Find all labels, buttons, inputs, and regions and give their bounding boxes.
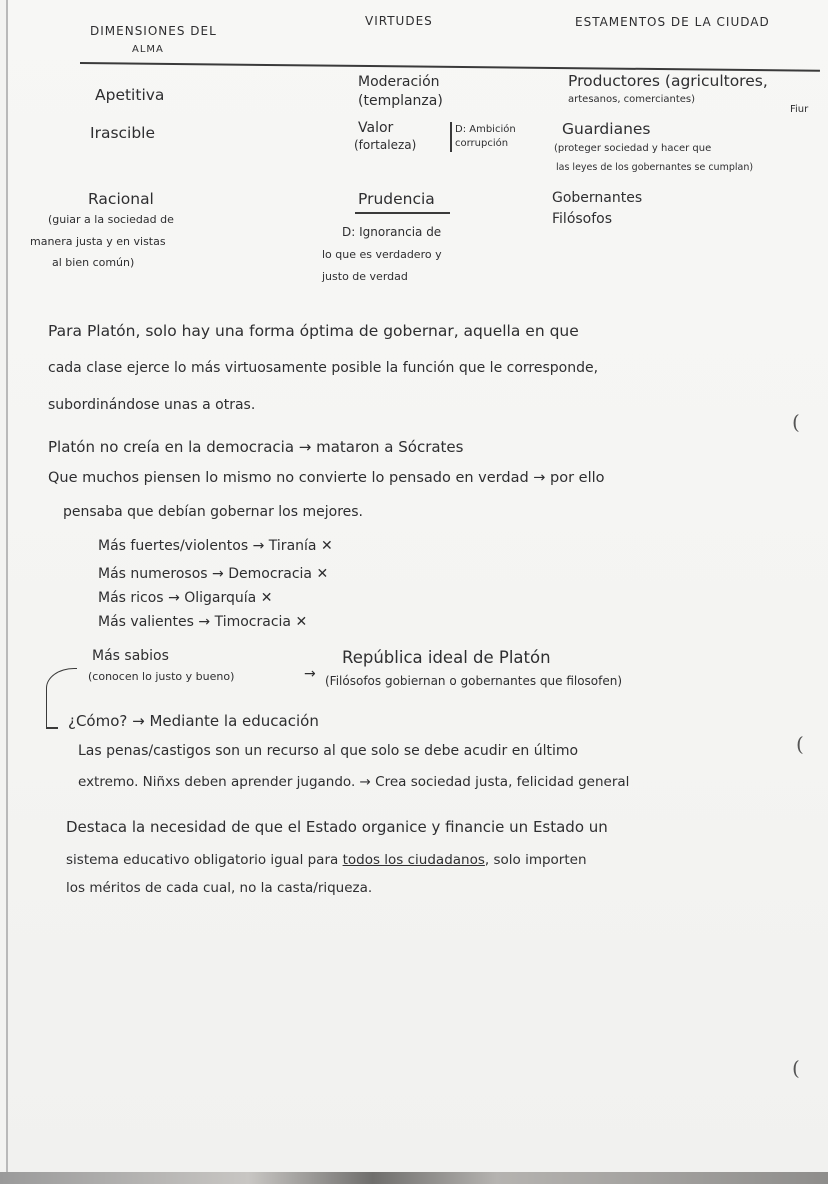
como-line: ¿Cómo? → Mediante la educación bbox=[68, 712, 319, 730]
margin-mark: ( bbox=[792, 1056, 800, 1080]
paragraph-4-line-1: Destaca la necesidad de que el Estado organice y financie un Estado un bbox=[66, 818, 608, 836]
government-item-oligarquia: Más ricos → Oligarquía ✕ bbox=[98, 590, 273, 606]
emphasized-text: todos los ciudadanos bbox=[342, 852, 485, 868]
virtud-moderacion: Moderación bbox=[358, 74, 440, 90]
government-item-timocracia: Más valientes → Timocracia ✕ bbox=[98, 614, 308, 630]
virtud-templanza: (templanza) bbox=[358, 93, 443, 109]
paragraph-1-line-2: cada clase ejerce lo más virtuosamente posible la función que le corresponde, bbox=[48, 360, 599, 376]
defecto-ignorancia-2: lo que es verdadero y bbox=[322, 248, 442, 261]
sabios-note: (conocen lo justo y bueno) bbox=[88, 670, 235, 683]
arrow-icon: → bbox=[198, 614, 211, 630]
margin-mark: ( bbox=[796, 732, 804, 756]
header-dimensiones-alma: ALMA bbox=[132, 44, 164, 55]
defecto-corrupcion: corrupción bbox=[455, 138, 509, 149]
government-item-tirania: Más fuertes/violentos → Tiranía ✕ bbox=[98, 538, 333, 554]
prudencia-underline bbox=[355, 212, 450, 214]
arrow-icon: → bbox=[252, 538, 265, 554]
paragraph-3-line-1: Las penas/castigos son un recurso al que solo se debe acudir en último bbox=[78, 743, 579, 759]
virtud-valor: Valor bbox=[358, 120, 394, 136]
estamento-productores-detalle: artesanos, comerciantes) bbox=[568, 94, 696, 105]
x-mark-icon: ✕ bbox=[320, 538, 333, 554]
x-mark-icon: ✕ bbox=[316, 566, 329, 582]
dimension-racional: Racional bbox=[88, 190, 154, 208]
margin-mark: ( bbox=[792, 410, 800, 434]
dimension-irascible: Irascible bbox=[90, 124, 156, 142]
paragraph-2-line-2: Que muchos piensen lo mismo no convierte lo pensado en verdad → por ello bbox=[48, 470, 605, 486]
estamento-guardianes: Guardianes bbox=[562, 120, 651, 138]
defecto-ambicion: D: Ambición bbox=[455, 124, 516, 135]
racional-nota-2: manera justa y en vistas bbox=[30, 235, 166, 248]
republica-ideal: República ideal de Platón bbox=[342, 648, 551, 667]
paragraph-2-line-3: pensaba que debían gobernar los mejores. bbox=[63, 504, 363, 520]
estamento-guardianes-detalle-2: las leyes de los gobernantes se cumplan) bbox=[556, 162, 754, 173]
republica-note: (Filósofos gobiernan o gobernantes que filosofen) bbox=[325, 674, 623, 688]
paragraph-4-line-2: sistema educativo obligatorio igual para todos los ciudadanos, solo importen bbox=[66, 852, 587, 868]
header-dimensiones: DIMENSIONES DEL bbox=[90, 24, 217, 38]
x-mark-icon: ✕ bbox=[260, 590, 273, 606]
defecto-ignorancia-3: justo de verdad bbox=[322, 270, 408, 283]
notebook-page bbox=[6, 0, 828, 1172]
estamento-productores: Productores (agricultores, bbox=[568, 72, 768, 90]
defecto-ignorancia-1: D: Ignorancia de bbox=[342, 225, 442, 239]
virtud-prudencia: Prudencia bbox=[358, 190, 435, 208]
header-virtudes: VIRTUDES bbox=[365, 14, 433, 28]
paragraph-3-line-2: extremo. Niñxs deben aprender jugando. → Crea sociedad justa, felicidad general bbox=[78, 774, 630, 790]
paragraph-1-line-1: Para Platón, solo hay una forma óptima de gobernar, aquella en que bbox=[48, 322, 579, 340]
estamento-filosofos: Filósofos bbox=[552, 211, 613, 227]
dimension-apetitiva: Apetitiva bbox=[95, 86, 165, 104]
x-mark-icon: ✕ bbox=[295, 614, 308, 630]
sabios-arrow: → bbox=[304, 666, 316, 682]
arrow-icon: → bbox=[168, 590, 180, 606]
margin-note: Fiur bbox=[790, 104, 809, 115]
divider-bar bbox=[450, 122, 452, 152]
sabios-label: Más sabios bbox=[92, 648, 169, 664]
virtud-fortaleza: (fortaleza) bbox=[354, 138, 417, 152]
government-item-democracia: Más numerosos → Democracia ✕ bbox=[98, 566, 329, 582]
racional-nota-1: (guiar a la sociedad de bbox=[48, 213, 174, 226]
header-estamentos: ESTAMENTOS DE LA CIUDAD bbox=[575, 15, 770, 29]
paragraph-2-line-1: Platón no creía en la democracia → mataron a Sócrates bbox=[48, 438, 464, 456]
bracket-arrow-foot bbox=[46, 727, 58, 729]
estamento-guardianes-detalle-1: (proteger sociedad y hacer que bbox=[554, 143, 712, 154]
desk-background bbox=[0, 1172, 828, 1184]
racional-nota-3: al bien común) bbox=[52, 256, 135, 269]
paragraph-1-line-3: subordinándose unas a otras. bbox=[48, 397, 256, 413]
paragraph-4-line-3: los méritos de cada cual, no la casta/riqueza. bbox=[66, 880, 373, 896]
estamento-gobernantes: Gobernantes bbox=[552, 190, 643, 206]
arrow-icon: → bbox=[212, 566, 224, 582]
